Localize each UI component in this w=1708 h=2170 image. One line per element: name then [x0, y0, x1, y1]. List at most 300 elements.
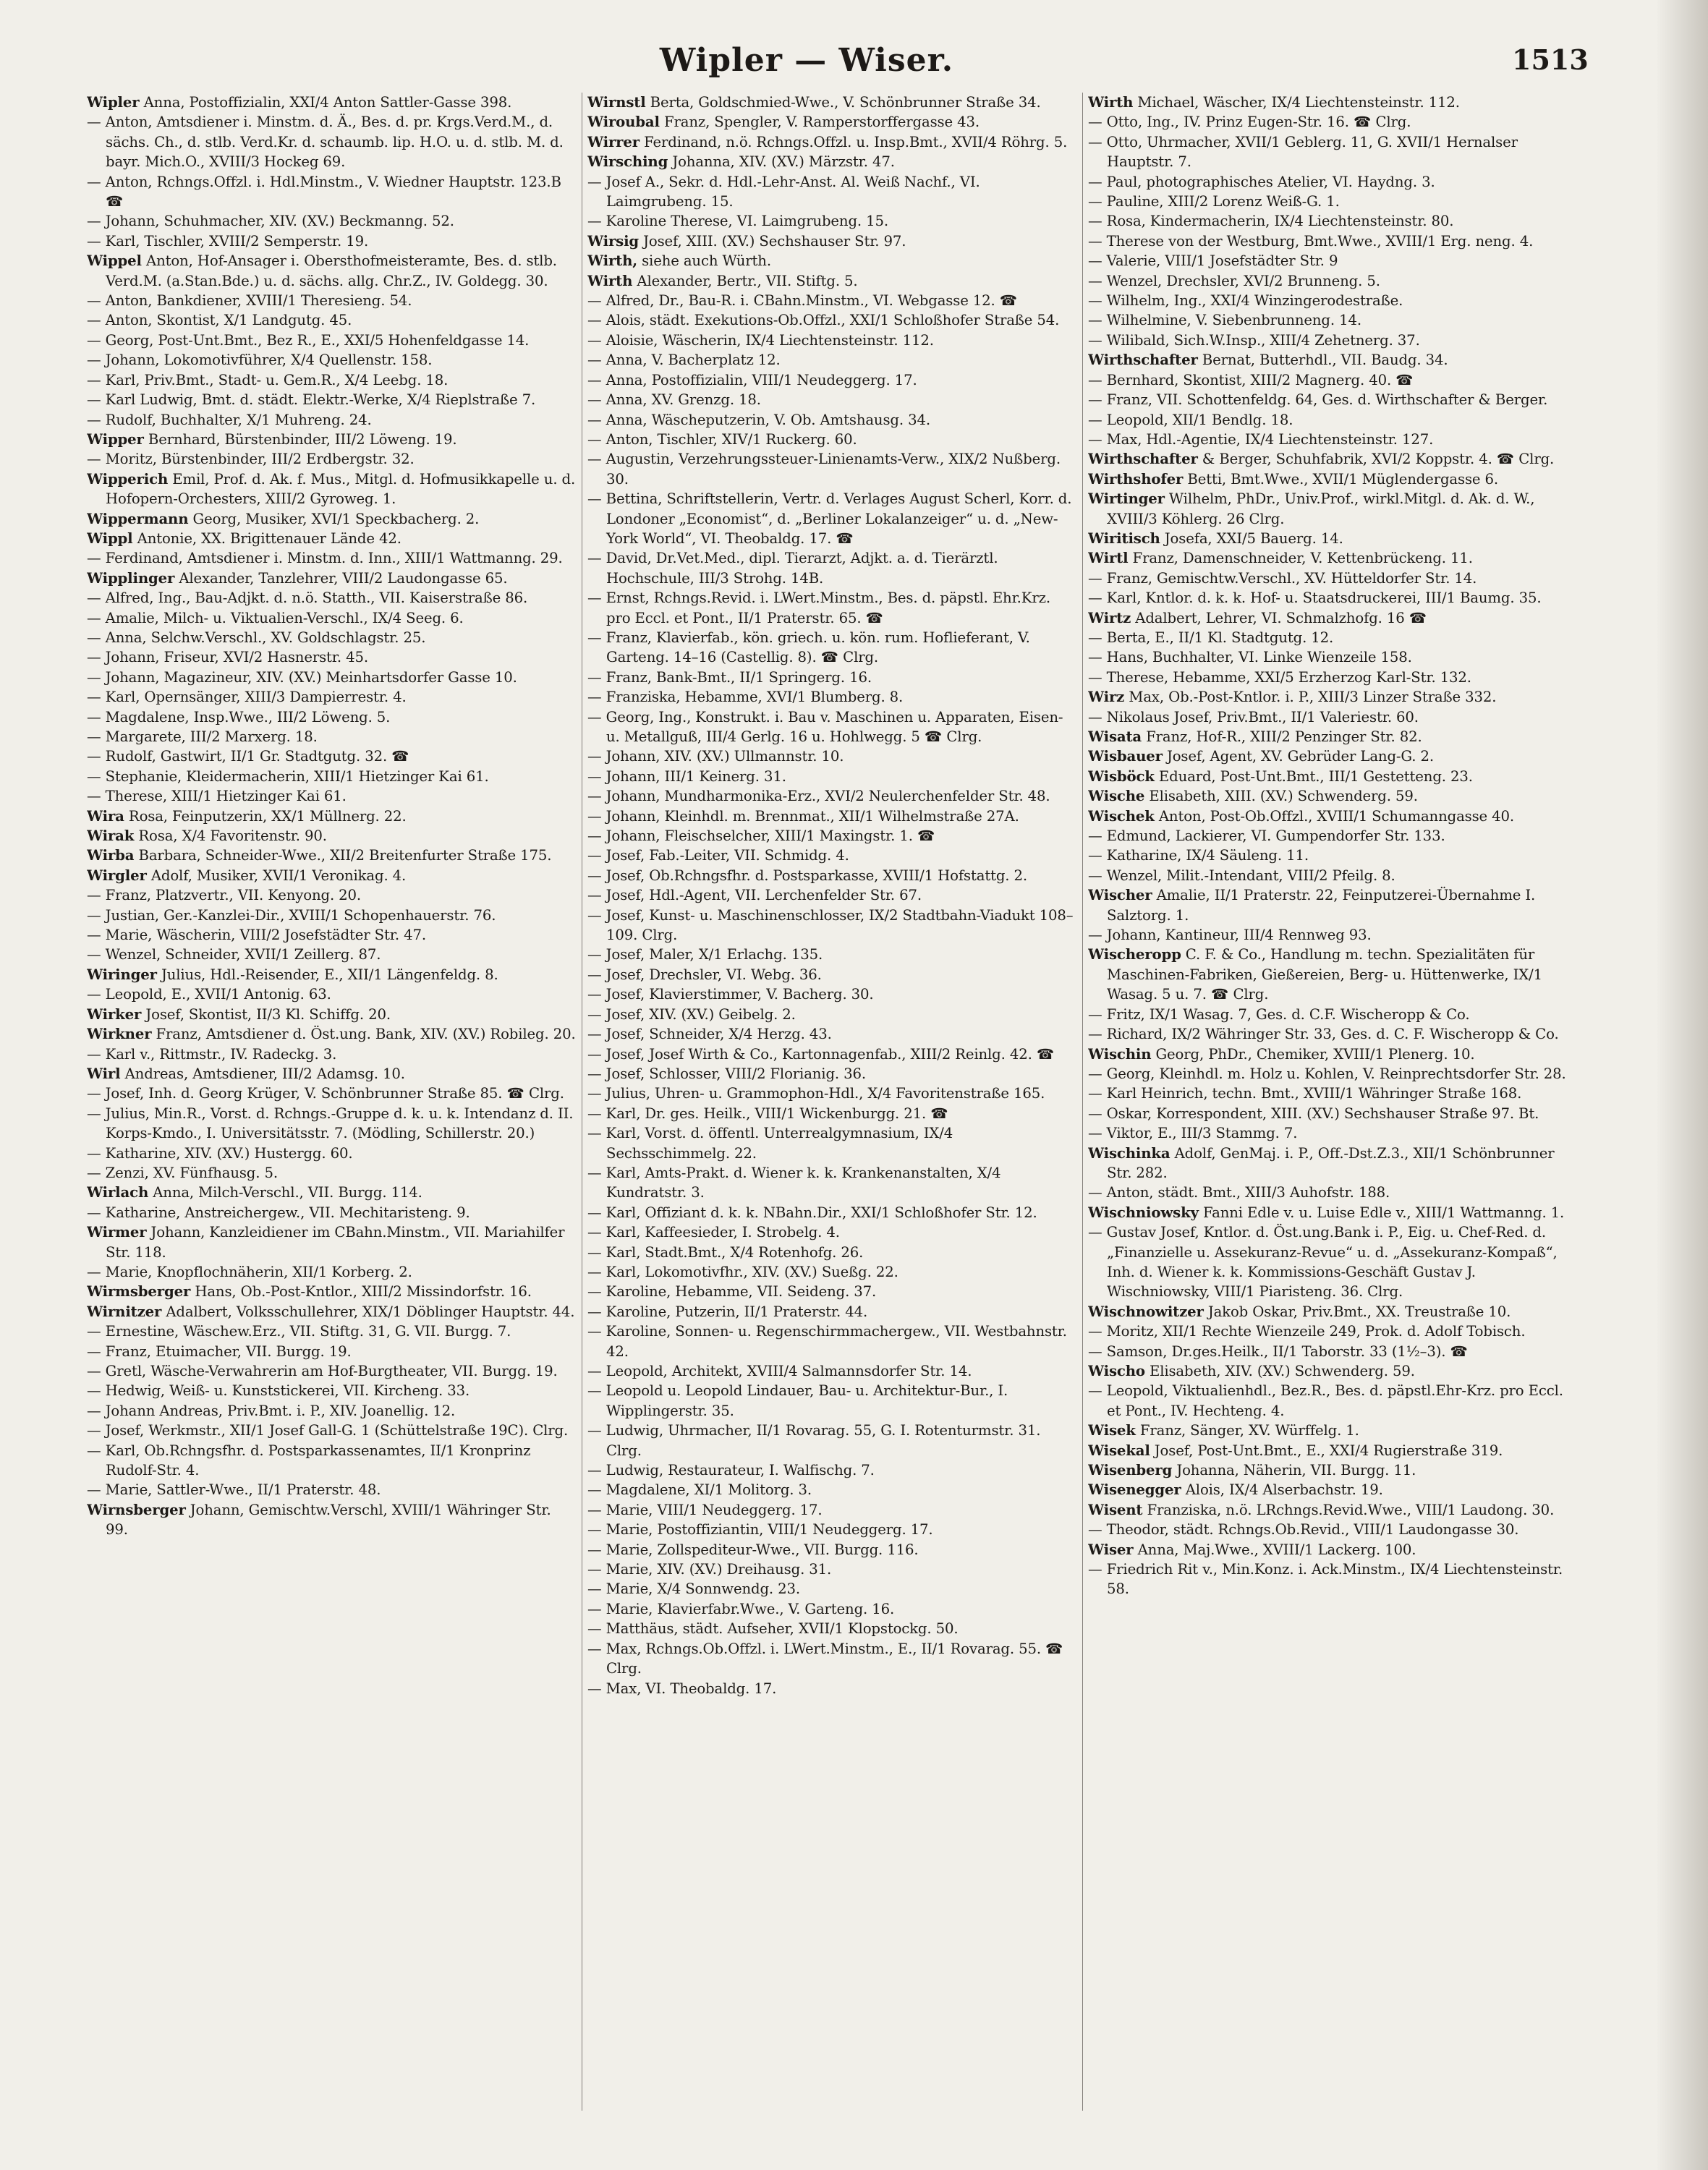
directory-entry [87, 310, 576, 330]
directory-entry [87, 569, 576, 588]
entry-text: Amalie, II/1 Praterstr. 22, Feinputzerei-Übernahme I. Salztorg. 1. [1107, 887, 1536, 924]
directory-entry [87, 291, 576, 310]
entry-text: — Therese von der Westburg, Bmt.Wwe., XVIII/1 Erg. neng. 4. [1088, 232, 1534, 250]
entry-text: — Leopold u. Leopold Lindauer, Bau- u. Architektur-Bur., I. Wipplingerstr. 35. [587, 1382, 1008, 1419]
entry-text: Anna, Postoffizialin, XXI/4 Anton Sattler-Gasse 398. [139, 94, 512, 111]
directory-entry [587, 390, 1076, 409]
directory-entry [87, 767, 576, 786]
entry-text: — Karl, Tischler, XVIII/2 Semperstr. 19. [87, 232, 369, 250]
entry-text: Adalbert, Lehrer, VI. Schmalzhofg. 16 ☎ [1131, 609, 1427, 626]
entry-text: Jakob Oskar, Priv.Bmt., XX. Treustraße 10. [1203, 1303, 1511, 1320]
entry-text: — Marie, Postoffiziantin, VIII/1 Neudeggerg. 17. [587, 1521, 933, 1539]
directory-entry [587, 1005, 1076, 1024]
directory-entry [587, 132, 1076, 152]
entry-text: — Katharine, IX/4 Säuleng. 11. [1088, 847, 1309, 864]
entry-text: — Julius, Uhren- u. Grammophon-Hdl., X/4 Favoritenstraße 165. [587, 1085, 1045, 1102]
entry-text: Fanni Edle v. u. Luise Edle v., XIII/1 Wattmanng. 1. [1198, 1204, 1565, 1221]
entry-text: Franz, Amtsdiener d. Öst.ung. Bank, XIV. (XV.) Robileg. 20. [151, 1026, 576, 1043]
column-rule-2 [1082, 93, 1083, 2111]
entry-text: — Karl, Kaffeesieder, I. Strobelg. 4. [587, 1224, 840, 1241]
directory-entry [87, 1500, 576, 1540]
directory-entry [87, 1262, 576, 1282]
entry-surname: Wirlach [87, 1184, 149, 1201]
entry-text: — David, Dr.Vet.Med., dipl. Tierarzt, Adjkt. a. d. Tierärztl. Hochschule, III/3 Strohg. 14B. [587, 550, 998, 587]
entry-text: Josef, XIII. (XV.) Sechshauser Str. 97. [639, 232, 906, 250]
directory-entry [87, 469, 576, 509]
entry-text: — Georg, Kleinhdl. m. Holz u. Kohlen, V. Reinprechtsdorfer Str. 28. [1088, 1065, 1566, 1082]
entry-text: — Wenzel, Drechsler, XVI/2 Brunneng. 5. [1088, 272, 1380, 289]
entry-surname: Wirmsberger [87, 1283, 191, 1301]
directory-entry [87, 410, 576, 430]
directory-entry [1088, 1044, 1577, 1064]
directory-entry [587, 489, 1076, 548]
entry-text: — Karoline, Sonnen- u. Regenschirmmachergew., VII. Westbahnstr. 42. [587, 1323, 1067, 1360]
directory-entry [1088, 1183, 1577, 1202]
entry-text: — Julius, Min.R., Vorst. d. Rchngs.-Gruppe d. k. u. k. Intendanz d. II. Korps-Kmdo., I. Universitätsstr. 7. (Mödling, Schillerstr. 20.) [87, 1105, 574, 1142]
entry-surname: Wirthshofer [1088, 470, 1184, 488]
directory-entry [587, 826, 1076, 846]
entry-text: — Karoline Therese, VI. Laimgrubeng. 15. [587, 213, 888, 230]
column-1 [87, 93, 576, 2118]
directory-entry [87, 529, 576, 548]
entry-text: — Samson, Dr.ges.Heilk., II/1 Taborstr. 33 (1½–3). ☎ [1088, 1343, 1468, 1360]
entry-text: — Justian, Ger.-Kanzlei-Dir., XVIII/1 Schopenhauerstr. 76. [87, 906, 496, 924]
directory-entry [1088, 192, 1577, 211]
entry-text: — Katharine, Anstreichergew., VII. Mechitaristeng. 9. [87, 1204, 470, 1221]
entry-text: Johanna, XIV. (XV.) Märzstr. 47. [668, 153, 895, 171]
directory-entry [87, 1441, 576, 1481]
entry-text: — Zenzi, XV. Fünfhausg. 5. [87, 1164, 278, 1181]
directory-entry [1088, 271, 1577, 291]
directory-entry [1088, 707, 1577, 727]
entry-surname: Wippel [87, 252, 142, 270]
entry-text: — Hedwig, Weiß- u. Kunststickerei, VII. Kircheng. 33. [87, 1382, 470, 1400]
directory-entry [1088, 1322, 1577, 1341]
entry-text: Alois, IX/4 Alserbachstr. 19. [1181, 1481, 1383, 1499]
entry-text: — Leopold, Viktualienhdl., Bez.R., Bes. d. päpstl.Ehr-Krz. pro Eccl. et Pont., IV. Hechteng. 4. [1088, 1382, 1563, 1419]
directory-entry [1088, 1084, 1577, 1103]
directory-entry [87, 1480, 576, 1499]
entry-text: Antonie, XX. Brigittenauer Lände 42. [132, 529, 401, 547]
entry-text: — Rosa, Kindermacherin, IX/4 Liechtensteinstr. 80. [1088, 213, 1454, 230]
entry-surname: Wisbauer [1088, 748, 1163, 765]
entry-text: — Franz, Klavierfab., kön. griech. u. kön. rum. Hoflieferant, V. Garteng. 14–16 (Castellig. 8). ☎ Clrg. [587, 629, 1030, 666]
directory-entry [1088, 746, 1577, 766]
entry-text: — Josef, Schneider, X/4 Herzg. 43. [587, 1026, 832, 1043]
directory-entry [87, 707, 576, 727]
entry-text: Franz, Damenschneider, V. Kettenbrückeng. 11. [1128, 550, 1473, 567]
directory-entry [1088, 1520, 1577, 1539]
entry-text: — Magdalene, Insp.Wwe., III/2 Löweng. 5. [87, 708, 391, 726]
entry-text: Alexander, Tanzlehrer, VIII/2 Laudongasse 65. [174, 569, 508, 587]
entry-text: — Wenzel, Schneider, XVII/1 Zeillerg. 87. [87, 946, 381, 963]
entry-surname: Wirth [587, 272, 633, 289]
entry-text: — Karoline, Putzerin, II/1 Praterstr. 44. [587, 1303, 868, 1320]
entry-text: — Anton, Amtsdiener i. Minstm. d. Ä., Bes. d. pr. Krgs.Verd.M., d. sächs. Ch., d. stlb. Verd.Kr. d. schaumb. lip. H.O. u. d. stlb. M. d. bayr. Mich.O., XVIII/3 Hockeg 69. [87, 114, 564, 171]
page-number: 1513 [1512, 43, 1589, 76]
entry-text: — Katharine, XIV. (XV.) Hustergg. 60. [87, 1144, 353, 1162]
directory-entry [587, 1104, 1076, 1123]
directory-entry [1088, 1005, 1577, 1024]
directory-entry [587, 1560, 1076, 1579]
entry-text: — Johann, XIV. (XV.) Ullmannstr. 10. [587, 748, 844, 765]
directory-entry [87, 449, 576, 469]
directory-entry [1088, 1560, 1577, 1599]
entry-surname: Wirmer [87, 1224, 147, 1241]
entry-surname: Wirsching [587, 153, 668, 171]
entry-surname: Wischeropp [1088, 946, 1181, 963]
entry-text: — Josef, Fab.-Leiter, VII. Schmidg. 4. [587, 847, 849, 864]
directory-entry [1088, 489, 1577, 529]
directory-entry [87, 1222, 576, 1262]
directory-entry [87, 846, 576, 865]
directory-entry [87, 786, 576, 806]
entry-surname: Wipper [87, 430, 144, 448]
directory-entry [587, 1480, 1076, 1499]
directory-entry [87, 93, 576, 112]
entry-text: Emil, Prof. d. Ak. f. Mus., Mitgl. d. Hofmusikkapelle u. d. Hofopern-Orchesters, XIII/2 Gyroweg. 1. [106, 470, 576, 508]
directory-entry [1088, 350, 1577, 370]
entry-text: — Karl, Opernsänger, XIII/3 Dampierrestr. 4. [87, 689, 407, 706]
entry-text: Alexander, Bertr., VII. Stiftg. 5. [632, 272, 858, 289]
entry-text: — Josef, Inh. d. Georg Krüger, V. Schönbrunner Straße 85. ☎ Clrg. [87, 1085, 564, 1102]
entry-text: — Augustin, Verzehrungssteuer-Linienamts-Verw., XIX/2 Nußberg. 30. [587, 451, 1061, 488]
directory-entry [1088, 93, 1577, 112]
entry-text: — Karl, Stadt.Bmt., X/4 Rotenhofg. 26. [587, 1243, 864, 1261]
entry-text: — Rudolf, Buchhalter, X/1 Muhreng. 24. [87, 411, 372, 428]
entry-text: — Josef, Maler, X/1 Erlachg. 135. [587, 946, 823, 963]
entry-text: — Leopold, XII/1 Bendlg. 18. [1088, 411, 1293, 428]
directory-entry [587, 1540, 1076, 1560]
entry-text: — Bettina, Schriftstellerin, Vertr. d. Verlages August Scherl, Korr. d. Londoner „Economist“, d. „Berliner Lokalanzeiger“ u. d. „New-York World“, VI. Theobaldg. 17. ☎ [587, 490, 1072, 547]
directory-entry [587, 370, 1076, 390]
directory-entry [587, 1282, 1076, 1301]
entry-text: — Ludwig, Restaurateur, I. Walfischg. 7. [587, 1462, 875, 1479]
entry-surname: Wischin [1088, 1045, 1152, 1063]
directory-entry [1088, 767, 1577, 786]
directory-entry [1088, 430, 1577, 449]
entry-text: — Marie, Knopflochnäherin, XII/1 Korberg. 2. [87, 1263, 412, 1280]
entry-surname: Wisenberg [1088, 1462, 1173, 1479]
directory-entry [87, 430, 576, 449]
entry-text: Adolf, Musiker, XVII/1 Veronikag. 4. [146, 867, 407, 884]
directory-entry [1088, 231, 1577, 251]
directory-entry [587, 1639, 1076, 1679]
entry-text: — Anna, Wäscheputzerin, V. Ob. Amtshausg. 34. [587, 411, 930, 428]
directory-entry [87, 1302, 576, 1322]
entry-text: Georg, Musiker, XVI/1 Speckbacherg. 2. [188, 510, 480, 527]
entry-text: — Franz, Gemischtw.Verschl., XV. Hütteldorfer Str. 14. [1088, 569, 1477, 587]
entry-text: — Johann, Schuhmacher, XIV. (XV.) Beckmanng. 52. [87, 213, 454, 230]
directory-entry [587, 93, 1076, 112]
entry-text: — Marie, XIV. (XV.) Dreihausg. 31. [587, 1561, 832, 1578]
entry-text: Rosa, X/4 Favoritenstr. 90. [134, 827, 327, 845]
directory-entry [1088, 945, 1577, 1004]
entry-text: Berta, Goldschmied-Wwe., V. Schönbrunner Straße 34. [645, 94, 1041, 111]
entry-text: — Oskar, Korrespondent, XIII. (XV.) Sechshauser Straße 97. Bt. [1088, 1105, 1539, 1122]
running-head: Wipler — Wiser. [659, 42, 954, 79]
directory-entry [1088, 885, 1577, 925]
entry-text: — Valerie, VIII/1 Josefstädter Str. 9 [1088, 252, 1338, 270]
entry-text: Josefa, XXI/5 Bauerg. 14. [1160, 529, 1343, 547]
entry-text: — Amalie, Milch- u. Viktualien-Verschl., IX/4 Seeg. 6. [87, 609, 464, 626]
entry-surname: Wirkner [87, 1026, 152, 1043]
entry-text: Julius, Hdl.-Reisender, E., XII/1 Längenfeldg. 8. [156, 966, 498, 983]
entry-text: — Berta, E., II/1 Kl. Stadtgutg. 12. [1088, 629, 1334, 646]
directory-entry [87, 687, 576, 707]
entry-text: — Josef, Drechsler, VI. Webg. 36. [587, 966, 822, 983]
entry-surname: Wirtz [1088, 609, 1131, 626]
entry-surname: Wirsig [587, 232, 640, 250]
entry-text: — Pauline, XIII/2 Lorenz Weiß-G. 1. [1088, 193, 1340, 210]
entry-surname: Wirker [87, 1005, 142, 1023]
directory-entry [1088, 866, 1577, 885]
directory-entry [587, 430, 1076, 449]
directory-entry [587, 767, 1076, 786]
directory-entry [87, 112, 576, 171]
entry-surname: Wiringer [87, 966, 157, 983]
directory-entry [1088, 211, 1577, 231]
directory-entry [1088, 727, 1577, 746]
directory-entry [87, 390, 576, 409]
directory-entry [87, 211, 576, 231]
directory-entry [87, 608, 576, 628]
entry-text: — Wilibald, Sich.W.Insp., XIII/4 Zehetnerg. 37. [1088, 331, 1420, 349]
directory-entry [87, 1064, 576, 1084]
entry-surname: Wischo [1088, 1363, 1145, 1379]
directory-entry [87, 1361, 576, 1381]
directory-entry [1088, 1500, 1577, 1520]
entry-surname: Wisböck [1088, 767, 1155, 785]
entry-text: — Johann, Fleischselcher, XIII/1 Maxingstr. 1. ☎ [587, 827, 935, 845]
directory-entry [587, 1163, 1076, 1203]
entry-text: — Franziska, Hebamme, XVI/1 Blumberg. 8. [587, 689, 904, 706]
entry-text: — Theodor, städt. Rchngs.Ob.Revid., VIII/1 Laudongasse 30. [1088, 1521, 1519, 1539]
directory-entry [587, 1460, 1076, 1480]
entry-surname: Wirth [1088, 94, 1134, 111]
directory-entry [87, 984, 576, 1004]
directory-entry [87, 1401, 576, 1421]
entry-surname: Wirth, [587, 252, 637, 270]
entry-text: Josef, Post-Unt.Bmt., E., XXI/4 Rugierstraße 319. [1150, 1442, 1503, 1459]
entry-text: — Otto, Ing., IV. Prinz Eugen-Str. 16. ☎ Clrg. [1088, 114, 1411, 131]
directory-entry [587, 310, 1076, 330]
directory-entry [87, 885, 576, 905]
entry-text: — Franz, Platzvertr., VII. Kenyong. 20. [87, 887, 362, 904]
entry-surname: Wische [1088, 788, 1145, 805]
entry-text: — Anton, städt. Bmt., XIII/3 Auhofstr. 188. [1088, 1184, 1390, 1201]
entry-surname: Wirak [87, 827, 135, 845]
entry-text: — Viktor, E., III/3 Stammg. 7. [1088, 1125, 1298, 1142]
directory-entry [1088, 1222, 1577, 1302]
entry-text: Adolf, GenMaj. i. P., Off.-Dst.Z.3., XII/1 Schönbrunner Str. 282. [1107, 1144, 1555, 1181]
entry-text: Josef, Skontist, II/3 Kl. Schiffg. 20. [141, 1005, 391, 1023]
directory-entry [87, 1144, 576, 1163]
entry-text: Andreas, Amtsdiener, III/2 Adamsg. 10. [120, 1065, 405, 1082]
entry-text: — Johann, Magazineur, XIV. (XV.) Meinhartsdorfer Gasse 10. [87, 668, 517, 686]
entry-surname: Wira [87, 807, 124, 825]
directory-entry [1088, 628, 1577, 647]
entry-surname: Wischek [1088, 807, 1155, 825]
directory-entry [1088, 1460, 1577, 1480]
entry-text: Michael, Wäscher, IX/4 Liechtensteinstr. 112. [1133, 94, 1460, 111]
entry-text: — Gustav Josef, Kntlor. d. Öst.ung.Bank i. P., Eig. u. Chef-Red. d. „Finanzielle u. Assekuranz-Revue“ u. d. „Assekuranz-Kompaß“, Inh. d. Wiener k. k. Kommissions-Geschäft Gustav J. Wischniowsky, VIII/1 Piaristeng. 36. Clrg. [1088, 1224, 1558, 1301]
entry-text: Johann, Kanzleidiener im CBahn.Minstm., VII. Mariahilfer Str. 118. [106, 1224, 565, 1261]
entry-text: — Anton, Bankdiener, XVIII/1 Theresieng. 54. [87, 292, 412, 310]
entry-text: Ferdinand, n.ö. Rchngs.Offzl. u. Insp.Bmt., XVII/4 Röhrg. 5. [640, 133, 1068, 150]
directory-entry [587, 846, 1076, 865]
entry-text: — Alfred, Dr., Bau-R. i. CBahn.Minstm., VI. Webgasse 12. ☎ [587, 292, 1018, 310]
entry-text: — Wenzel, Milit.-Intendant, VIII/2 Pfeilg. 8. [1088, 867, 1395, 884]
directory-entry [1088, 370, 1577, 390]
entry-text: — Franz, Bank-Bmt., II/1 Springerg. 16. [587, 668, 872, 686]
directory-entry [87, 906, 576, 925]
directory-entry [587, 1262, 1076, 1282]
entry-text: Max, Ob.-Post-Kntlor. i. P., XIII/3 Linzer Straße 332. [1124, 689, 1497, 706]
entry-text: — Karl Ludwig, Bmt. d. städt. Elektr.-Werke, X/4 Rieplstraße 7. [87, 391, 536, 409]
directory-entry [587, 1679, 1076, 1698]
entry-surname: Wirthschafter [1088, 451, 1198, 468]
entry-text: C. F. & Co., Handlung m. techn. Spezialitäten für Maschinen-Fabriken, Gießereien, Berg- u. Hüttenwerke, IX/1 Wasag. 5 u. 7. ☎ Clrg. [1107, 946, 1542, 1003]
entry-text: — Josef A., Sekr. d. Hdl.-Lehr-Anst. Al. Weiß Nachf., VI. Laimgrubeng. 15. [587, 173, 980, 210]
entry-text: Bernhard, Bürstenbinder, III/2 Löweng. 19. [143, 430, 457, 448]
entry-text: — Friedrich Rit v., Min.Konz. i. Ack.Minstm., IX/4 Liechtensteinstr. 58. [1088, 1561, 1563, 1598]
entry-surname: Wipplinger [87, 569, 175, 587]
entry-text: — Magdalene, XI/1 Molitorg. 3. [587, 1481, 812, 1499]
entry-surname: Wiser [1088, 1541, 1134, 1558]
entry-surname: Wisekal [1088, 1442, 1150, 1459]
directory-entry [587, 350, 1076, 370]
directory-entry [587, 331, 1076, 350]
directory-entry [1088, 807, 1577, 826]
entry-text: — Max, Hdl.-Agentie, IX/4 Liechtensteinstr. 127. [1088, 430, 1434, 448]
directory-entry [87, 1342, 576, 1361]
entry-text: Johann, Gemischtw.Verschl, XVIII/1 Währinger Str. 99. [106, 1501, 551, 1539]
entry-text: Eduard, Post-Unt.Bmt., III/1 Gestetteng. 23. [1154, 767, 1473, 785]
directory-entry [1088, 469, 1577, 489]
directory-entry [1088, 331, 1577, 350]
entry-text: — Georg, Ing., Konstrukt. i. Bau v. Maschinen u. Apparaten, Eisen- u. Metallguß, III/4 Gerlg. 16 u. Hohlwegg. 5 ☎ Clrg. [587, 708, 1063, 745]
directory-entry [587, 1084, 1076, 1103]
directory-entry [87, 1163, 576, 1183]
directory-entry [1088, 1480, 1577, 1499]
directory-entry [1088, 1104, 1577, 1123]
entry-surname: Wirtinger [1088, 490, 1165, 508]
directory-entry [87, 172, 576, 212]
entry-text: — Richard, IX/2 Währinger Str. 33, Ges. d. C. F. Wischeropp & Co. [1088, 1026, 1559, 1043]
entry-text: — Marie, Sattler-Wwe., II/1 Praterstr. 48. [87, 1481, 381, 1499]
directory-entry [587, 945, 1076, 964]
entry-surname: Wisenegger [1088, 1481, 1181, 1499]
entry-surname: Wiritisch [1088, 529, 1160, 547]
entry-text: — Marie, Klavierfabr.Wwe., V. Garteng. 16. [587, 1600, 895, 1617]
entry-text: — Marie, Zollspediteur-Wwe., VII. Burgg. 116. [587, 1541, 919, 1558]
directory-entry [87, 628, 576, 647]
directory-entry [1088, 410, 1577, 430]
directory-entry [1088, 647, 1577, 667]
entry-text: Franz, Hof-R., XIII/2 Penzinger Str. 82. [1142, 728, 1422, 745]
directory-entry [87, 588, 576, 608]
entry-surname: Wisata [1088, 728, 1142, 745]
directory-entry [587, 588, 1076, 628]
entry-surname: Wirnitzer [87, 1303, 162, 1320]
directory-entry [1088, 548, 1577, 568]
directory-entry [87, 807, 576, 826]
directory-entry [587, 668, 1076, 687]
entry-surname: Wisent [1088, 1501, 1143, 1518]
directory-entry [1088, 390, 1577, 409]
directory-entry [1088, 1421, 1577, 1440]
entry-text: — Leopold, Architekt, XVIII/4 Salmannsdorfer Str. 14. [587, 1363, 972, 1379]
entry-text: — Marie, X/4 Sonnwendg. 23. [587, 1580, 801, 1598]
directory-entry [87, 1104, 576, 1144]
directory-entry [87, 1044, 576, 1064]
entry-surname: Wirnsberger [87, 1501, 186, 1518]
entry-text: — Johann, Mundharmonika-Erz., XVI/2 Neulerchenfelder Str. 48. [587, 788, 1050, 805]
directory-entry [1088, 826, 1577, 846]
entry-surname: Wippermann [87, 510, 189, 527]
entry-surname: Wirtl [1088, 550, 1129, 567]
entry-text: Anna, Milch-Verschl., VII. Burgg. 114. [148, 1184, 422, 1201]
entry-text: — Karl, Dr. ges. Heilk., VIII/1 Wickenburgg. 21. ☎ [587, 1105, 948, 1122]
entry-text: — Moritz, XII/1 Rechte Wienzeile 249, Prok. d. Adolf Tobisch. [1088, 1323, 1526, 1340]
entry-text: — Johann Andreas, Priv.Bmt. i. P., XIV. Joanellig. 12. [87, 1402, 456, 1419]
directory-entry [87, 945, 576, 964]
directory-entry [1088, 1361, 1577, 1381]
entry-text: — Hans, Buchhalter, VI. Linke Wienzeile 158. [1088, 649, 1412, 666]
entry-text: — Max, Rchngs.Ob.Offzl. i. LWert.Minstm., E., II/1 Rovarag. 55. ☎ Clrg. [587, 1640, 1063, 1677]
entry-surname: Wippl [87, 529, 133, 547]
directory-entry [87, 548, 576, 568]
entry-text: siehe auch Würth. [637, 252, 771, 270]
directory-entry [1088, 925, 1577, 945]
entry-text: — Margarete, III/2 Marxerg. 18. [87, 728, 318, 745]
entry-text: Betti, Bmt.Wwe., XVII/1 Müglendergasse 6. [1183, 470, 1498, 488]
directory-entry [587, 687, 1076, 707]
directory-entry [87, 251, 576, 291]
directory-entry [1088, 687, 1577, 707]
directory-entry [87, 746, 576, 766]
entry-text: Anton, Post-Ob.Offzl., XVIII/1 Schumanngasse 40. [1154, 807, 1515, 825]
entry-text: — Fritz, IX/1 Wasag. 7, Ges. d. C.F. Wischeropp & Co. [1088, 1005, 1470, 1023]
entry-text: — Ludwig, Uhrmacher, II/1 Rovarag. 55, G. I. Rotenturmstr. 31. Clrg. [587, 1422, 1041, 1459]
directory-entry [587, 1064, 1076, 1084]
directory-entry [87, 1203, 576, 1222]
directory-entry [587, 984, 1076, 1004]
entry-text: Rosa, Feinputzerin, XX/1 Müllnerg. 22. [124, 807, 407, 825]
entry-surname: Wipler [87, 94, 140, 111]
entry-text: Josef, Agent, XV. Gebrüder Lang-G. 2. [1162, 748, 1434, 765]
directory-entry [587, 786, 1076, 806]
entry-text: — Marie, Wäscherin, VIII/2 Josefstädter Str. 47. [87, 927, 426, 944]
entry-text: — Max, VI. Theobaldg. 17. [587, 1680, 777, 1697]
directory-entry [587, 1322, 1076, 1361]
directory-entry [87, 1322, 576, 1341]
directory-entry [87, 1421, 576, 1440]
directory-entry [587, 1243, 1076, 1262]
entry-text: — Bernhard, Skontist, XIII/2 Magnerg. 40. ☎ [1088, 371, 1414, 388]
entry-text: — Anton, Skontist, X/1 Landgutg. 45. [87, 312, 352, 329]
entry-text: — Georg, Post-Unt.Bmt., Bez R., E., XXI/5 Hohenfeldgasse 14. [87, 331, 530, 349]
directory-entry [587, 1520, 1076, 1539]
entry-text: — Johann, Lokomotivführer, X/4 Quellenstr. 158. [87, 352, 433, 369]
entry-text: — Leopold, E., XVII/1 Antonig. 63. [87, 986, 331, 1003]
directory-entry [1088, 1203, 1577, 1222]
entry-text: Georg, PhDr., Chemiker, XVIII/1 Plenerg. 10. [1151, 1045, 1475, 1063]
directory-entry [587, 211, 1076, 231]
entry-text: & Berger, Schuhfabrik, XVI/2 Koppstr. 4. ☎ Clrg. [1197, 451, 1555, 468]
directory-entry [87, 1024, 576, 1044]
